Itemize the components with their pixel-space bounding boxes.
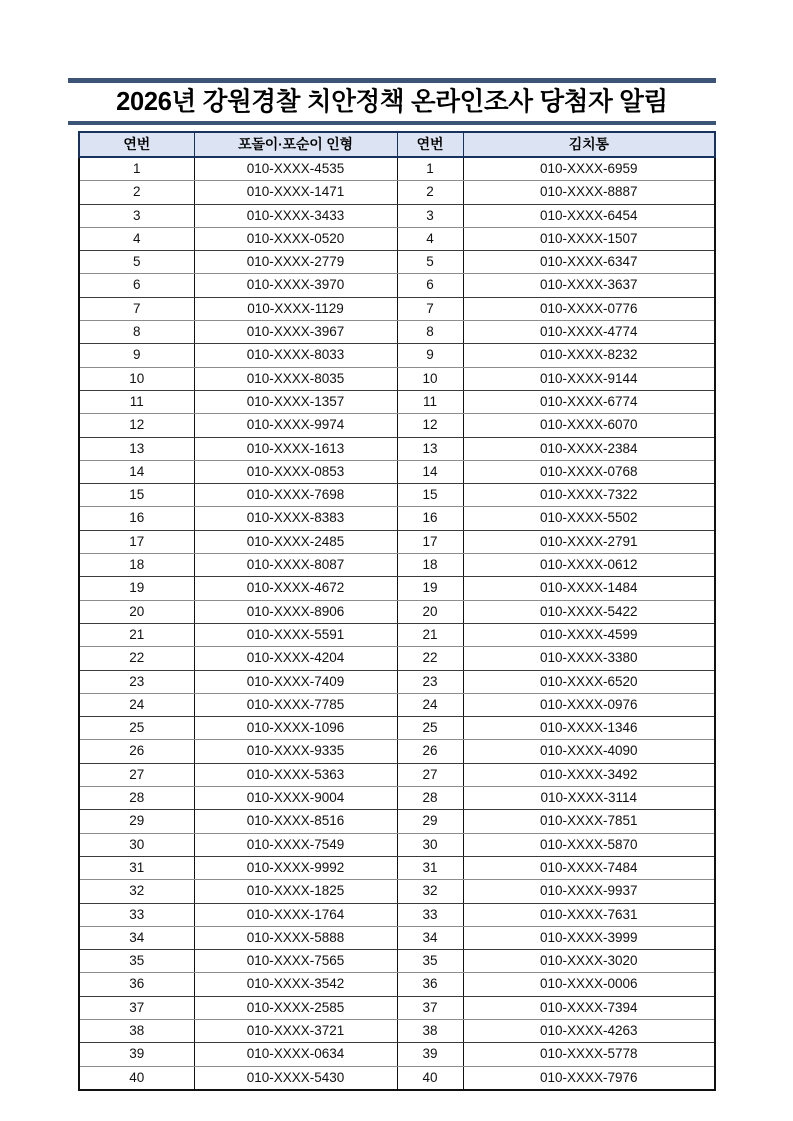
winners-table <box>78 131 716 1091</box>
cell-seq-left: 27 <box>79 763 194 786</box>
cell-phone-left: 010-XXXX-4204 <box>194 647 397 670</box>
cell-phone-left: 010-XXXX-9335 <box>194 740 397 763</box>
cell-seq-left: 33 <box>79 903 194 926</box>
table-row <box>79 903 715 926</box>
table-row <box>79 1043 715 1066</box>
cell-phone-right: 010-XXXX-7394 <box>463 996 715 1019</box>
cell-seq-left: 18 <box>79 554 194 577</box>
table-row <box>79 344 715 367</box>
cell-seq-left: 25 <box>79 717 194 740</box>
cell-seq-right: 13 <box>397 437 463 460</box>
cell-phone-left: 010-XXXX-0634 <box>194 1043 397 1066</box>
cell-phone-right: 010-XXXX-5870 <box>463 833 715 856</box>
cell-phone-left: 010-XXXX-7785 <box>194 693 397 716</box>
cell-phone-right: 010-XXXX-6070 <box>463 414 715 437</box>
cell-seq-right: 36 <box>397 973 463 996</box>
table-row <box>79 297 715 320</box>
cell-seq-right: 14 <box>397 460 463 483</box>
cell-seq-left: 36 <box>79 973 194 996</box>
cell-seq-left: 32 <box>79 880 194 903</box>
cell-seq-right: 31 <box>397 856 463 879</box>
cell-phone-left: 010-XXXX-8906 <box>194 600 397 623</box>
cell-phone-left: 010-XXXX-1613 <box>194 437 397 460</box>
cell-phone-right: 010-XXXX-2791 <box>463 530 715 553</box>
cell-seq-left: 24 <box>79 693 194 716</box>
table-row <box>79 251 715 274</box>
cell-phone-left: 010-XXXX-3721 <box>194 1019 397 1042</box>
table-row <box>79 693 715 716</box>
cell-phone-right: 010-XXXX-4599 <box>463 623 715 646</box>
cell-phone-left: 010-XXXX-3542 <box>194 973 397 996</box>
cell-phone-left: 010-XXXX-1357 <box>194 390 397 413</box>
cell-seq-right: 19 <box>397 577 463 600</box>
cell-phone-left: 010-XXXX-0853 <box>194 460 397 483</box>
cell-phone-right: 010-XXXX-4090 <box>463 740 715 763</box>
page-title: 2026년 강원경찰 치안정책 온라인조사 당첨자 알림 <box>116 88 668 116</box>
table-row <box>79 833 715 856</box>
cell-seq-right: 26 <box>397 740 463 763</box>
cell-seq-left: 30 <box>79 833 194 856</box>
cell-seq-left: 5 <box>79 251 194 274</box>
table-body <box>79 157 715 1090</box>
cell-seq-right: 17 <box>397 530 463 553</box>
cell-phone-right: 010-XXXX-4263 <box>463 1019 715 1042</box>
table-row <box>79 577 715 600</box>
cell-seq-right: 34 <box>397 926 463 949</box>
table-row <box>79 204 715 227</box>
cell-phone-left: 010-XXXX-8035 <box>194 367 397 390</box>
cell-seq-right: 37 <box>397 996 463 1019</box>
table-row <box>79 227 715 250</box>
table-row <box>79 181 715 204</box>
table-row <box>79 973 715 996</box>
cell-phone-right: 010-XXXX-0768 <box>463 460 715 483</box>
cell-seq-right: 24 <box>397 693 463 716</box>
cell-seq-left: 10 <box>79 367 194 390</box>
cell-seq-left: 37 <box>79 996 194 1019</box>
cell-phone-left: 010-XXXX-5363 <box>194 763 397 786</box>
cell-phone-right: 010-XXXX-6347 <box>463 251 715 274</box>
table-row <box>79 484 715 507</box>
table-row <box>79 367 715 390</box>
cell-seq-right: 10 <box>397 367 463 390</box>
cell-phone-right: 010-XXXX-5778 <box>463 1043 715 1066</box>
cell-seq-left: 1 <box>79 157 194 181</box>
cell-seq-left: 22 <box>79 647 194 670</box>
cell-seq-left: 23 <box>79 670 194 693</box>
cell-seq-left: 9 <box>79 344 194 367</box>
cell-phone-left: 010-XXXX-7409 <box>194 670 397 693</box>
table-row <box>79 670 715 693</box>
cell-seq-right: 20 <box>397 600 463 623</box>
table-row <box>79 414 715 437</box>
cell-phone-left: 010-XXXX-1471 <box>194 181 397 204</box>
cell-phone-left: 010-XXXX-7698 <box>194 484 397 507</box>
cell-phone-right: 010-XXXX-1346 <box>463 717 715 740</box>
cell-seq-right: 18 <box>397 554 463 577</box>
cell-seq-left: 19 <box>79 577 194 600</box>
cell-phone-left: 010-XXXX-1764 <box>194 903 397 926</box>
cell-phone-left: 010-XXXX-1129 <box>194 297 397 320</box>
cell-phone-right: 010-XXXX-7484 <box>463 856 715 879</box>
table-row <box>79 787 715 810</box>
cell-phone-left: 010-XXXX-3967 <box>194 321 397 344</box>
cell-seq-right: 1 <box>397 157 463 181</box>
cell-phone-right: 010-XXXX-5502 <box>463 507 715 530</box>
cell-phone-left: 010-XXXX-5591 <box>194 623 397 646</box>
cell-seq-left: 7 <box>79 297 194 320</box>
table-row <box>79 856 715 879</box>
cell-phone-right: 010-XXXX-1484 <box>463 577 715 600</box>
cell-seq-right: 40 <box>397 1066 463 1090</box>
cell-seq-left: 34 <box>79 926 194 949</box>
table-row <box>79 740 715 763</box>
column-header-seq-right: 연번 <box>397 132 463 157</box>
cell-seq-left: 29 <box>79 810 194 833</box>
cell-seq-left: 38 <box>79 1019 194 1042</box>
cell-seq-left: 8 <box>79 321 194 344</box>
cell-seq-left: 21 <box>79 623 194 646</box>
cell-phone-left: 010-XXXX-1825 <box>194 880 397 903</box>
cell-seq-right: 5 <box>397 251 463 274</box>
table-row <box>79 950 715 973</box>
cell-seq-right: 23 <box>397 670 463 693</box>
cell-phone-left: 010-XXXX-3970 <box>194 274 397 297</box>
cell-seq-left: 6 <box>79 274 194 297</box>
table-row <box>79 880 715 903</box>
cell-phone-right: 010-XXXX-7631 <box>463 903 715 926</box>
table-row <box>79 600 715 623</box>
cell-seq-left: 40 <box>79 1066 194 1090</box>
table-row <box>79 390 715 413</box>
table-row <box>79 623 715 646</box>
cell-phone-left: 010-XXXX-2585 <box>194 996 397 1019</box>
cell-seq-left: 20 <box>79 600 194 623</box>
cell-phone-right: 010-XXXX-8887 <box>463 181 715 204</box>
cell-seq-left: 11 <box>79 390 194 413</box>
cell-seq-right: 16 <box>397 507 463 530</box>
cell-seq-right: 21 <box>397 623 463 646</box>
table-row <box>79 926 715 949</box>
cell-phone-left: 010-XXXX-5430 <box>194 1066 397 1090</box>
cell-phone-right: 010-XXXX-2384 <box>463 437 715 460</box>
cell-seq-right: 22 <box>397 647 463 670</box>
cell-phone-left: 010-XXXX-5888 <box>194 926 397 949</box>
table-row <box>79 810 715 833</box>
cell-phone-right: 010-XXXX-6774 <box>463 390 715 413</box>
table-row <box>79 530 715 553</box>
cell-phone-right: 010-XXXX-4774 <box>463 321 715 344</box>
cell-seq-left: 16 <box>79 507 194 530</box>
cell-phone-left: 010-XXXX-9974 <box>194 414 397 437</box>
cell-seq-right: 30 <box>397 833 463 856</box>
cell-seq-right: 28 <box>397 787 463 810</box>
cell-phone-right: 010-XXXX-3999 <box>463 926 715 949</box>
cell-seq-left: 14 <box>79 460 194 483</box>
cell-seq-right: 4 <box>397 227 463 250</box>
cell-phone-right: 010-XXXX-0776 <box>463 297 715 320</box>
cell-seq-right: 9 <box>397 344 463 367</box>
cell-seq-left: 28 <box>79 787 194 810</box>
table-row <box>79 157 715 181</box>
cell-seq-right: 15 <box>397 484 463 507</box>
cell-phone-left: 010-XXXX-0520 <box>194 227 397 250</box>
cell-phone-left: 010-XXXX-8033 <box>194 344 397 367</box>
column-header-prize-kimchi-container: 김치통 <box>463 132 715 157</box>
table-row <box>79 507 715 530</box>
cell-seq-right: 33 <box>397 903 463 926</box>
cell-seq-right: 2 <box>397 181 463 204</box>
cell-phone-right: 010-XXXX-3637 <box>463 274 715 297</box>
cell-phone-right: 010-XXXX-8232 <box>463 344 715 367</box>
cell-seq-right: 35 <box>397 950 463 973</box>
cell-seq-right: 39 <box>397 1043 463 1066</box>
cell-phone-right: 010-XXXX-7976 <box>463 1066 715 1090</box>
table-row <box>79 717 715 740</box>
cell-phone-right: 010-XXXX-3020 <box>463 950 715 973</box>
cell-phone-left: 010-XXXX-8383 <box>194 507 397 530</box>
table-row <box>79 647 715 670</box>
cell-phone-right: 010-XXXX-1507 <box>463 227 715 250</box>
cell-phone-left: 010-XXXX-4672 <box>194 577 397 600</box>
cell-phone-right: 010-XXXX-0006 <box>463 973 715 996</box>
cell-seq-left: 4 <box>79 227 194 250</box>
cell-phone-left: 010-XXXX-3433 <box>194 204 397 227</box>
cell-phone-right: 010-XXXX-5422 <box>463 600 715 623</box>
cell-phone-left: 010-XXXX-2485 <box>194 530 397 553</box>
cell-phone-right: 010-XXXX-6520 <box>463 670 715 693</box>
cell-phone-left: 010-XXXX-8087 <box>194 554 397 577</box>
cell-phone-right: 010-XXXX-9937 <box>463 880 715 903</box>
cell-seq-left: 3 <box>79 204 194 227</box>
cell-phone-right: 010-XXXX-3380 <box>463 647 715 670</box>
cell-seq-left: 35 <box>79 950 194 973</box>
cell-seq-right: 11 <box>397 390 463 413</box>
table-header-row <box>79 132 715 157</box>
table-row <box>79 763 715 786</box>
table-row <box>79 996 715 1019</box>
cell-seq-right: 27 <box>397 763 463 786</box>
cell-seq-left: 26 <box>79 740 194 763</box>
cell-phone-right: 010-XXXX-7322 <box>463 484 715 507</box>
table-row <box>79 274 715 297</box>
cell-seq-right: 25 <box>397 717 463 740</box>
cell-seq-left: 17 <box>79 530 194 553</box>
cell-phone-left: 010-XXXX-1096 <box>194 717 397 740</box>
cell-seq-right: 3 <box>397 204 463 227</box>
cell-seq-right: 32 <box>397 880 463 903</box>
cell-phone-right: 010-XXXX-0612 <box>463 554 715 577</box>
table-row <box>79 554 715 577</box>
cell-phone-left: 010-XXXX-7549 <box>194 833 397 856</box>
cell-seq-left: 12 <box>79 414 194 437</box>
cell-phone-left: 010-XXXX-7565 <box>194 950 397 973</box>
cell-seq-right: 38 <box>397 1019 463 1042</box>
cell-seq-right: 12 <box>397 414 463 437</box>
title-block <box>68 78 716 125</box>
cell-phone-left: 010-XXXX-9004 <box>194 787 397 810</box>
table-row <box>79 1019 715 1042</box>
cell-phone-right: 010-XXXX-6959 <box>463 157 715 181</box>
cell-seq-left: 31 <box>79 856 194 879</box>
table-row <box>79 1066 715 1090</box>
cell-seq-left: 39 <box>79 1043 194 1066</box>
cell-phone-left: 010-XXXX-4535 <box>194 157 397 181</box>
cell-seq-right: 29 <box>397 810 463 833</box>
cell-phone-right: 010-XXXX-9144 <box>463 367 715 390</box>
cell-phone-right: 010-XXXX-0976 <box>463 693 715 716</box>
cell-seq-right: 8 <box>397 321 463 344</box>
cell-phone-left: 010-XXXX-9992 <box>194 856 397 879</box>
cell-seq-right: 6 <box>397 274 463 297</box>
table-row <box>79 460 715 483</box>
cell-phone-right: 010-XXXX-3492 <box>463 763 715 786</box>
cell-seq-left: 15 <box>79 484 194 507</box>
title-rule-bottom <box>68 121 716 125</box>
table-header <box>79 132 715 157</box>
cell-phone-right: 010-XXXX-3114 <box>463 787 715 810</box>
cell-phone-left: 010-XXXX-8516 <box>194 810 397 833</box>
table-row <box>79 321 715 344</box>
cell-phone-right: 010-XXXX-7851 <box>463 810 715 833</box>
table-row <box>79 437 715 460</box>
cell-phone-left: 010-XXXX-2779 <box>194 251 397 274</box>
column-header-prize-doll: 포돌이·포순이 인형 <box>194 132 397 157</box>
cell-seq-left: 2 <box>79 181 194 204</box>
column-header-seq-left: 연번 <box>79 132 194 157</box>
cell-phone-right: 010-XXXX-6454 <box>463 204 715 227</box>
cell-seq-left: 13 <box>79 437 194 460</box>
cell-seq-right: 7 <box>397 297 463 320</box>
winners-table-container <box>78 131 714 1091</box>
